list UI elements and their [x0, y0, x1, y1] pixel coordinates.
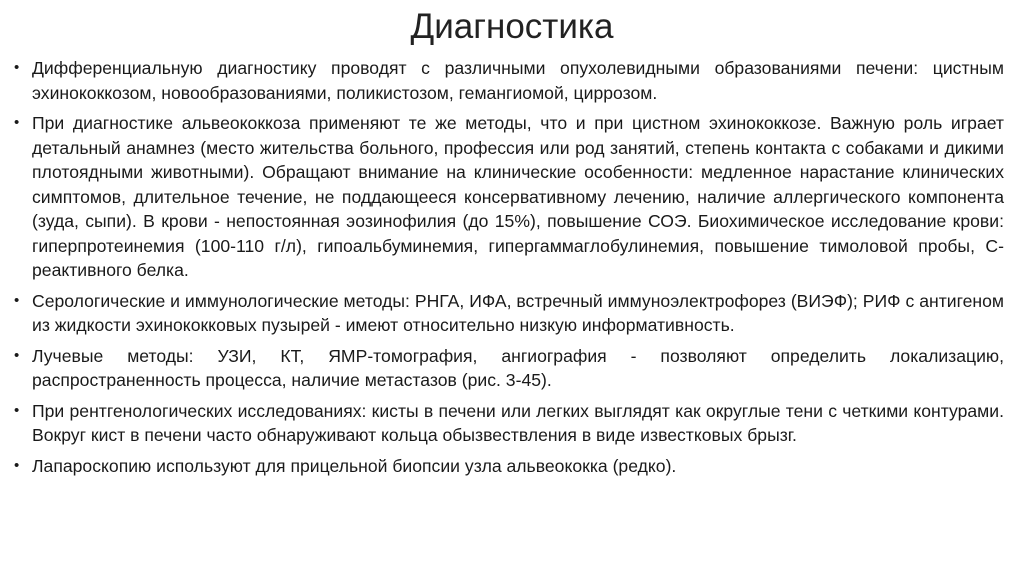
bullet-item-laparoscopy: [14, 454, 1004, 479]
bullet-dot-icon: •: [14, 114, 20, 131]
bullet-text: Серологические и иммунологические методы: РНГА, ИФА, встречный иммуноэлектрофорез (ВИЭФ); РИФ с антигеном из жидкости эхинококковых пузырей - имеют относительно низкую информативность.: [32, 290, 1004, 335]
bullet-item-xray: [14, 399, 1004, 448]
bullet-dot-icon: •: [14, 456, 20, 474]
bullet-dot-icon: •: [14, 291, 20, 309]
bullet-dot-icon: •: [14, 59, 20, 76]
bullet-text: Лапароскопию используют для прицельной биопсии узла альвеококка (редко).: [32, 455, 677, 476]
bullet-list: [14, 56, 1004, 484]
bullet-item-differential: [14, 56, 1004, 105]
bullet-text: Лучевые методы: УЗИ, КТ, ЯМР-томография, ангиография - позволяют определить локализацию, распространенность процесса, наличие метастазов (рис. 3-45).: [32, 345, 1004, 390]
bullet-item-imaging: [14, 344, 1004, 393]
bullet-dot-icon: •: [14, 401, 20, 419]
slide-title: Диагностика: [410, 7, 614, 46]
bullet-text: При рентгенологических исследованиях: кисты в печени или легких выглядят как округлые тени с четкими контурами. Вокруг кист в печени часто обнаруживают кольца обызвествления в виде известковых брызг.: [32, 400, 1004, 445]
bullet-text: При диагностике альвеококкоза применяют те же методы, что и при цистном эхинококкозе. Важную роль играет детальный анамнез (место жительства больного, профессия или род занятий, степень контакта с собаками и дикими плотоядными животными). Обращают внимание на клинические особенности: медленное нарастание клинических симптомов, длительное течение, не поддающееся консервативному лечению, наличие аллергического компонента (зуда, сыпи). В крови - непостоянная эозинофилия (до 15%), повышение СОЭ. Биохимическое исследование крови: гиперпротеинемия (100-110 г/л), гипоальбуминемия, гипергаммаглобулинемия, повышение тимоловой пробы, С-реактивного белка.: [32, 113, 1004, 280]
bullet-item-alveococcosis-diagnosis: [14, 111, 1004, 283]
bullet-item-serology: [14, 289, 1004, 338]
bullet-text: Дифференциальную диагностику проводят с различными опухолевидными образованиями печени: цистным эхинококкозом, новообразованиями, поликистозом, гемангиомой, циррозом.: [32, 58, 1004, 103]
bullet-dot-icon: •: [14, 346, 20, 364]
